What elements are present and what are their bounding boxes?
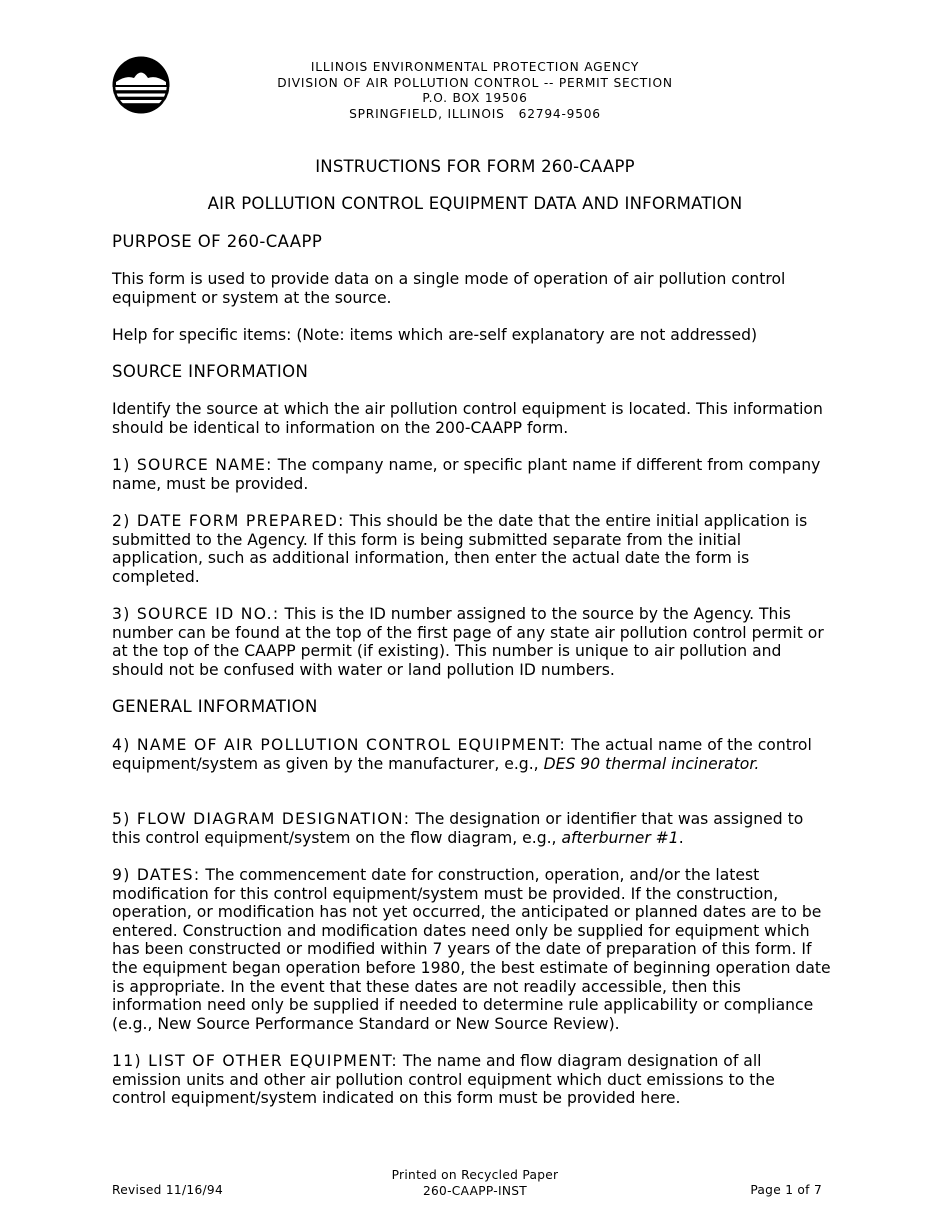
item-label: 2) DATE FORM PREPARED: [112,512,345,530]
help-note: Help for specific items: (Note: items which are-self explanatory are not addressed) [112,326,758,344]
item-label: 9) DATES: [112,866,201,884]
item-source-id [112,605,832,679]
item-text-end: . [678,828,684,847]
illinois-epa-logo-icon [112,56,170,114]
page-subtitle: AIR POLLUTION CONTROL EQUIPMENT DATA AND INFORMATION [207,194,743,213]
division-name: DIVISION OF AIR POLLUTION CONTROL -- PERMIT SECTION [277,75,673,90]
item-other-equipment [112,1052,832,1108]
item-equipment-name [112,736,832,773]
item-label: 11) LIST OF OTHER EQUIPMENT: [112,1052,398,1070]
item-label: 4) NAME OF AIR POLLUTION CONTROL EQUIPMENT: [112,736,567,754]
purpose-text: This form is used to provide data on a single mode of operation of air pollution control equipment or system at the source. [112,270,786,307]
city-address: SPRINGFIELD, ILLINOIS 62794-9506 [349,106,601,121]
item-text: The commencement date for construction, operation, and/or the latest modification for this control equipment/system must be provided. If the construction, operation, or modification has not yet occurred, the anticipated or planned dates are to be entered. Construction and modification dates need only be supplied for equipment which has been constructed or modified within 7 years of the date of preparation of this form. If the equipment began operation before 1980, the best estimate of beginning operation date is appropriate. In the event that these dates are not readily accessible, then this information need only be supplied if needed to determine rule applicability or compliance (e.g., New Source Performance Standard or New Source Review). [112,866,831,1033]
item-text: The designation or identifier that was assigned to this control equipment/system on the flow diagram, e.g., [112,810,804,847]
agency-header [200,60,750,122]
item-label: 5) FLOW DIAGRAM DESIGNATION: [112,810,411,828]
item-example: DES 90 thermal incinerator. [543,754,760,773]
form-id: 260-CAAPP-INST [422,1183,528,1198]
item-source-name [112,456,832,493]
agency-name: ILLINOIS ENVIRONMENTAL PROTECTION AGENCY [310,60,640,74]
general-info-heading: GENERAL INFORMATION [112,697,318,716]
page-number: Page 1 of 7 [750,1183,822,1197]
page-title: INSTRUCTIONS FOR FORM 260-CAAPP [315,157,635,176]
revised-date: Revised 11/16/94 [112,1183,224,1197]
source-intro: Identify the source at which the air pollution control equipment is located. This information should be identical to information on the 200-CAAPP form. [112,400,823,437]
item-text: This is the ID number assigned to the source by the Agency. This number can be found at the top of the first page of any state air pollution control permit or at the top of the CAAPP permit (if existing). This number is unique to air pollution and should not be confused with water or land pollution ID numbers. [112,605,824,679]
item-label: 3) SOURCE ID NO.: [112,605,280,623]
item-text: This should be the date that the entire initial application is submitted to the Agency. If this form is being submitted separate from the initial application, such as additional information, then enter the actual date the form is completed. [112,512,808,586]
item-dates [112,866,832,1033]
source-info-heading: SOURCE INFORMATION [112,362,309,381]
purpose-heading: PURPOSE OF 260-CAAPP [112,232,323,251]
item-date-form-prepared [112,512,832,586]
item-text: The company name, or specific plant name if different from company name, must be provided. [112,456,821,493]
item-text: The name and flow diagram designation of all emission units and other air pollution control equipment which duct emissions to the control equipment/system indicated on this form must be provided here. [112,1052,775,1108]
recycled-note: Printed on Recycled Paper [391,1168,559,1182]
footer-center [300,1168,650,1199]
item-text: The actual name of the control equipment/system as given by the manufacturer, e.g., [112,736,812,773]
item-flow-diagram [112,810,832,847]
po-box: P.O. BOX 19506 [422,91,528,105]
item-label: 1) SOURCE NAME: [112,456,273,474]
item-example: afterburner #1 [561,828,679,847]
